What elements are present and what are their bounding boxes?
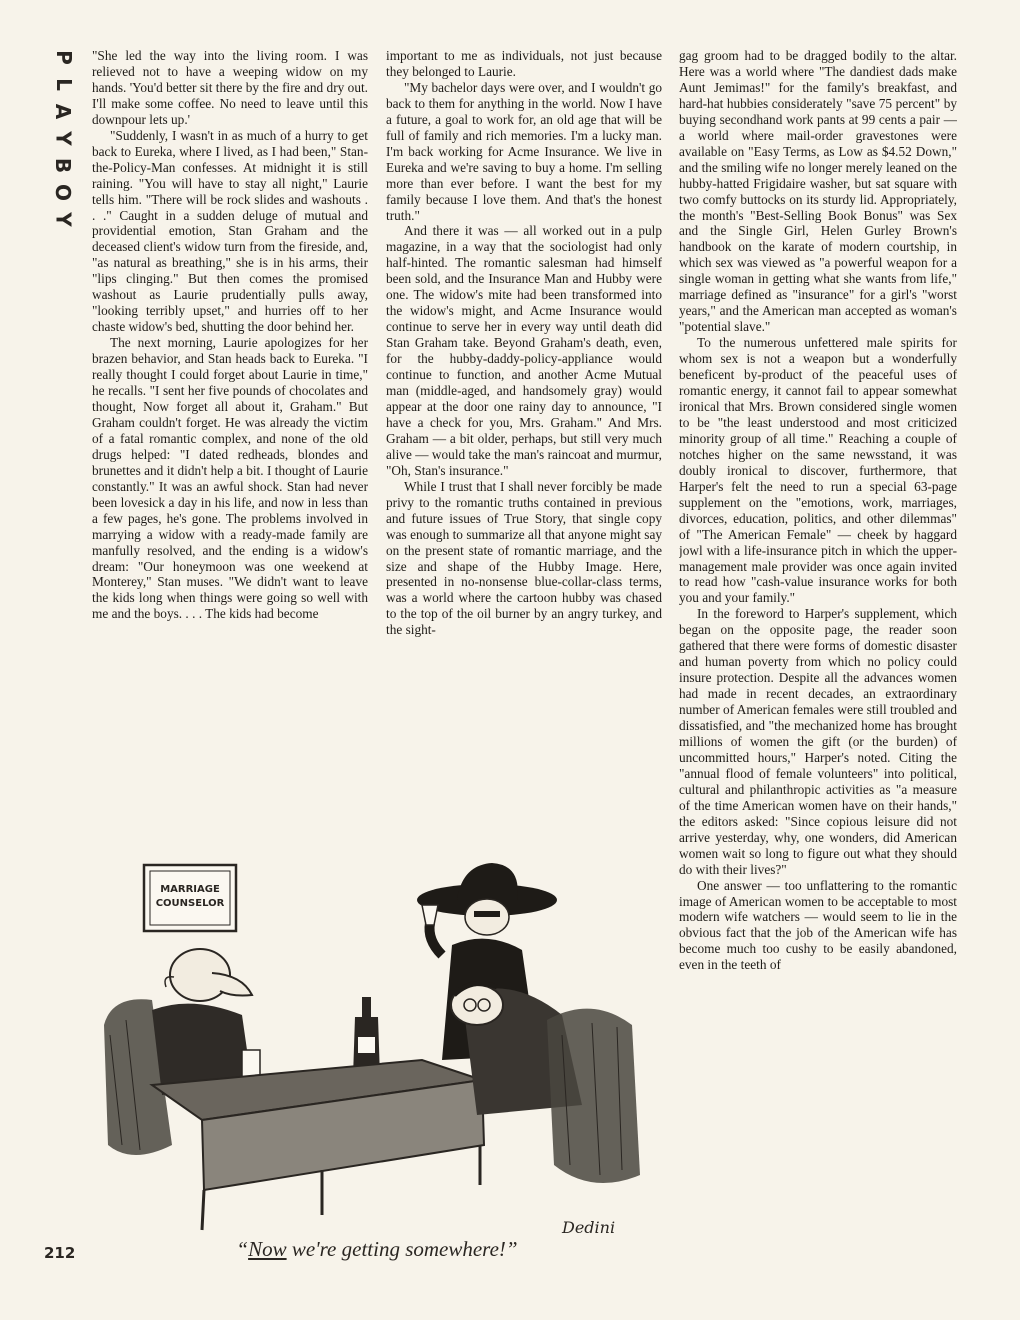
paragraph: "My bachelor days were over, and I wouldn't go back to them for anything in the world. Now I have a future, a goal to work for, an old age that will be full of family and rich memories. I'm a lucky man. I'm back working for Acme Insurance. We live in Eureka and we're saving to buy a home. I'm selling more than ever before. I want the best for my family because I love them. And that's the honest truth." [386, 79, 662, 223]
desk [152, 1060, 484, 1230]
logo-letter: A [51, 103, 76, 120]
page-number: 212 [44, 1244, 76, 1262]
counselor-sign [144, 865, 236, 931]
paragraph: To the numerous unfettered male spirits for whom sex is not a weapon but a wonderfully beneficent by-product of the peaceful uses of romantic energy, it cannot fail to appear somewhat ironical that Mrs. Brown considered single women to be "the least understood and most criticized minority group of all time." Reaching a couple of notches higher on the same newsstand, it was doubly ironical to discover, furthermore, that Harper's felt the need to run a special 63-page supplement on the "emotions, work, marriages, divorces, education, politics, and other dilemmas" of "The American Female" — cheek by haggard jowl with a life-insurance pitch in which the upper-management male provider was once again invited to read how "cash-value insurance works for both you and your family." [679, 335, 957, 606]
text-column-2 [386, 48, 662, 868]
paragraph: "She led the way into the living room. I was relieved not to have a weeping widow on my hands. 'You'd better sit there by the fire and dry out. I'll make some coffee. No need to leave until this downpour lets up.' [92, 48, 368, 127]
caption-text: we're getting somewhere! [286, 1237, 506, 1261]
paragraph: While I trust that I shall never forcibly be made privy to the romantic truths contained in previous and future issues of True Story, that single copy was enough to summarize all that anyone might say on the present state of romantic marriage, and the size and shape of the Hubby Image. Here, presented in no-nonsense blue-collar-class terms, was a world where the cartoon hubby was chased to the top of the oil burner by an angry turkey, and the sight- [386, 478, 662, 638]
paragraph: "Suddenly, I wasn't in as much of a hurry to get back to Eureka, where I lived, as I had been," Stan-the-Policy-Man confesses. At midnight it is still raining. "You will have to stay all night," Laurie tells him. "There will be rock slides and washouts . . ." Caught in a sudden deluge of mutual and providential emotion, Stan Graham and the deceased client's widow turn from the fireside, and, "as natural as breathing," she is in his arms, their "lips clinging." But then comes the promised washout as Laurie prudentially pulls away, "looking terribly upset," and hurries off to her chaste widow's bed, shutting the door behind her. [92, 127, 368, 335]
logo-letter: Y [51, 212, 76, 227]
paragraph: important to me as individuals, not just because they belonged to Laurie. [386, 48, 662, 79]
caption-open-quote: “ [236, 1237, 249, 1261]
artist-signature: Dedini [562, 1218, 616, 1237]
logo-letter: Y [51, 131, 76, 146]
paragraph: gag groom had to be dragged bodily to the altar. Here was a world where "The dandiest dads make Aunt Jemimas!" for the family's breakfast, and hard-hat hubbies considerately "save 75 percent" by buying secondhand work pants at 99 cents a pair — a world where mail-order gravestones were available on "Easy Terms, as Low as $4.52 Down," and the smiling wife no longer merely leaned on the hubby-hatted Frigidaire washer, but sat square with two comfy buttocks on its sturdy lid. Appropriately, the month's "Best-Selling Book Bonus" was Sex and the Single Girl, Helen Gurley Brown's handbook on the karate of modern courtship, in which sex was viewed as "a powerful weapon for a single woman in getting what she wants from life," marriage defined as "insurance" for a girl's "worst years," and the American man accepted as woman's "potential slave." [679, 48, 957, 335]
magazine-logo-vertical [48, 44, 78, 294]
caption-emphasis: Now [248, 1237, 287, 1261]
cartoon-caption [92, 1237, 662, 1262]
logo-letter: P [51, 50, 76, 65]
logo-letter: B [51, 157, 76, 174]
caption-close-quote: ” [505, 1237, 518, 1261]
sign-line-1: MARRIAGE [160, 884, 220, 895]
logo-letter: L [51, 78, 76, 91]
cartoon-illustration [92, 845, 662, 1245]
paragraph: In the foreword to Harper's supplement, which began on the opposite page, the reader soon gathered that there were forms of domestic disaster and human poverty from which no policy could insure protection. Despite all the advances women had made in recent decades, an extraordinary number of American females were still troubled and dissatisfied, and "the mechanized home has brought millions of women the gift (or the burden) of uncommitted hours," Harper's noted. Citing the "annual flood of female volunteers" into political, cultural and philanthropic activities as "a measure of the time American women have on their hands," the editors asked: "Since copious leisure did not arrive yesterday, why, one wonders, did American women wait so long to figure out what they should do with their lives?" [679, 606, 957, 877]
paragraph: One answer — too unflattering to the romantic image of American women to be acceptable to most modern wife watchers — would seem to lie in the obvious fact that the job of the American wife has become much too cushy to be easily abandoned, even in the teeth of [679, 877, 957, 973]
paragraph: The next morning, Laurie apologizes for her brazen behavior, and Stan heads back to Eureka. "I really thought I could forget about Laurie in time," he recalls. "I sent her five pounds of chocolates and thought, Now forget all about it, Graham." But Graham couldn't forget. He was already the victim of a fatal romantic complex, and none of the old drugs helped: "I dated redheads, blondes and brunettes and it didn't help a bit. I thought of Laurie constantly." It was an awful shock. Stan had never been lovesick a day in his life, and now in less than a few pages, he's gone. The problems involved in marrying a widow with a ready-made family are manfully resolved, and the ending is a widow's dream: "Our honeymoon was one weekend at Monterey," Stan muses. "We didn't want to leave the kids long when things were going so well with me and the boys. . . . The kids had become [92, 335, 368, 622]
logo-letter: O [51, 183, 76, 202]
text-column-3 [679, 48, 957, 1263]
text-column-1 [92, 48, 368, 868]
counselor-figure [152, 949, 260, 1095]
paragraph: And there it was — all worked out in a pulp magazine, in a way that the sociologist had only half-hinted. The romantic salesman had himself been sold, and the Insurance Man and Hubby were one. The widow's mite had been transformed into the widow's might, and Acme Insurance would continue to serve her in every way until death did Stan Graham take. Beyond Graham's death, even, for the hubby-daddy-policy-appliance would continue to function, and another Acme Mutual man (middle-aged, and handsomely gray) would appear at the door one rainy day to announce, "I have a check for you, Mrs. Graham." And Mrs. Graham — a bit older, perhaps, but still very much alive — would take the man's raincoat and murmur, "Oh, Stan's insurance." [386, 223, 662, 478]
sign-line-2: COUNSELOR [155, 898, 225, 909]
